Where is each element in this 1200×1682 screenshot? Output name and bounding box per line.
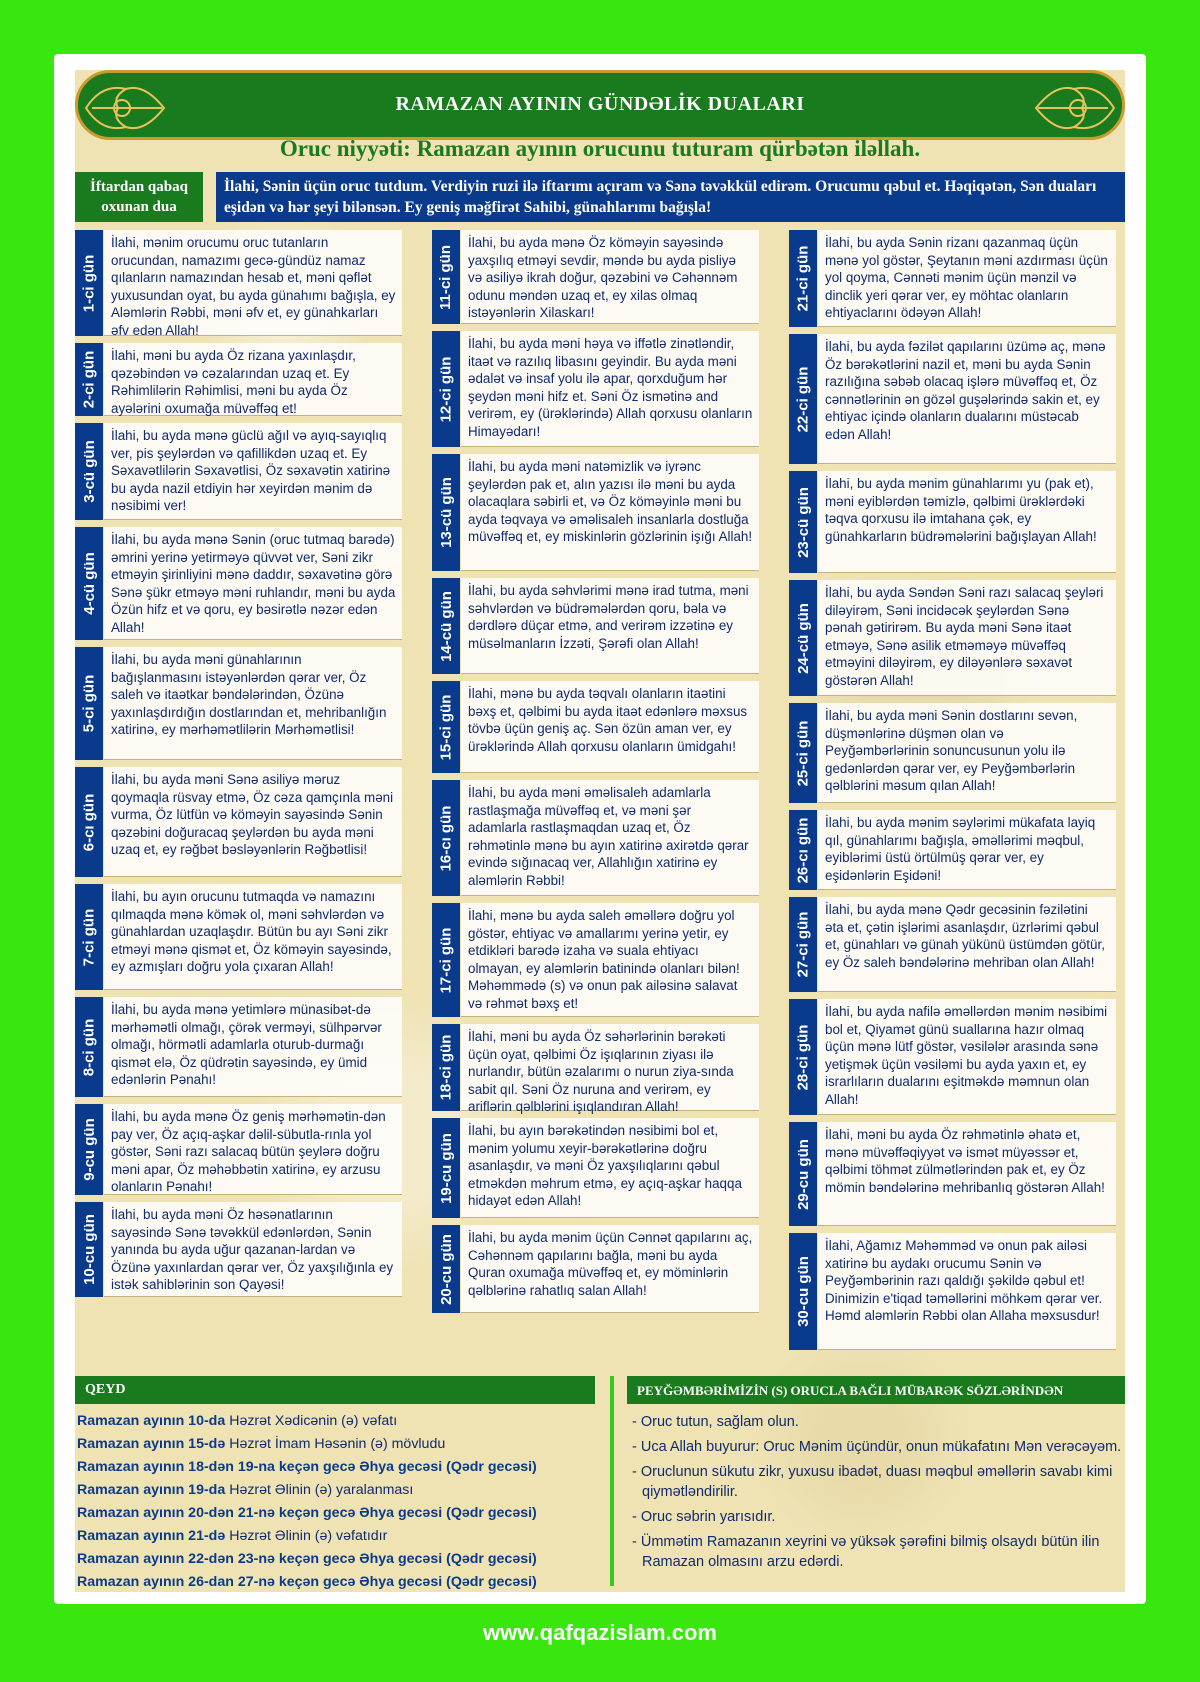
day-prayer-text: İlahi, məni bu ayda Öz səhərlərinin bərəkəti üçün oyat, qəlbimi Öz işıqlarının ziyası ilə nurlandır, bütün əzalarımı o nurun ziya-sında sabit qıl. Səni Öz nuruna and verirəm, ey ariflərin qəlblərini işıqlandıran Allah!	[461, 1024, 759, 1111]
day-label: 11-ci gün	[437, 244, 455, 310]
hadith-item: - Oruclunun sükutu zikr, yuxusu ibadət, duası məqbul əməllərin savabı kimi qiymətləndirilir.	[632, 1464, 1113, 1500]
day-card	[75, 230, 402, 336]
day-card	[789, 999, 1116, 1115]
day-label-tab	[432, 230, 460, 324]
qeyd-item	[77, 1479, 607, 1502]
day-label-tab	[789, 810, 817, 890]
day-card	[789, 471, 1116, 573]
day-prayer-text: İlahi, bu ayın bərəkətindən nəsibimi bol et, mənim yolumu xeyir-bərəkətlərinə doğru asanlaşdır, və məni Öz yaxşılıqlarını qəbul etməkdən məhrum etmə, ey açıq-aşkar haqqa hidayət edən Allah!	[461, 1118, 759, 1218]
day-card	[75, 423, 402, 520]
qeyd-item	[77, 1571, 607, 1592]
day-label: 1-ci gün	[80, 254, 98, 312]
day-card	[432, 903, 759, 1017]
day-label: 28-ci gün	[794, 1024, 812, 1090]
qeyd-item	[77, 1410, 607, 1433]
day-card	[75, 647, 402, 760]
sozler-list	[632, 1412, 1122, 1577]
day-prayer-text: İlahi, bu ayda mənim günahlarımı yu (pak et), məni eyiblərdən təmizlə, qəlbimi ürəklərdəki təqva qorxusu ilə imtahana çək, ey günahkarların büdrəmələrini bağışlayan Allah!	[818, 471, 1116, 573]
poster	[75, 70, 1125, 1592]
day-label: 14-cü gün	[437, 590, 455, 662]
day-label-tab	[432, 780, 460, 896]
day-label: 18-ci gün	[437, 1034, 455, 1101]
day-prayer-text: İlahi, bu ayda məni Sənə asiliyə məruz qoymaqla rüsvay etmə, Öz cəza qamçınla məni vurma, Öz lütfün və köməyin sayəsində Sənin qəzəbini doğuracaq şeylərdən bu ayda məni uzaq et, ey rəğbət bəsləyənlərin Rəğbətlisi!	[104, 767, 402, 877]
day-prayer-text: İlahi, bu ayda fəzilət qapılarını üzümə aç, mənə Öz bərəkətlərini nazil et, məni bu ayda Sənin razılığına səbəb olacaq işlərə müvəffəq et, Öz cənnətlərinin ən gözəl guşələrində sakin et, ey ehtiyac içində olanların dualarını müstəcab edən Allah!	[818, 334, 1116, 464]
day-label-tab	[789, 999, 817, 1115]
qeyd-item-date: Ramazan ayının 10-da	[77, 1413, 226, 1429]
day-label-tab	[75, 884, 103, 990]
day-card	[75, 1202, 402, 1297]
day-label: 21-ci gün	[794, 245, 812, 312]
day-label-tab	[75, 343, 103, 416]
qeyd-item	[77, 1502, 607, 1525]
qeyd-item-date: Ramazan ayının 19-da	[77, 1482, 226, 1498]
day-prayer-text: İlahi, bu ayda nafilə əməllərdən mənim nəsibimi bol et, Qiyamət günü suallarına hazır olmaq üçün mənə lütf göstər, vəsilələr arasında sənə yetişmək üçün vəsiləmi bu ayda yaxın et, ey israrlıların dualarını eşitməkdə məmnun olan Allah!	[818, 999, 1116, 1115]
niyyet-heading: Oruc niyyəti: Ramazan ayının orucunu tuturam qürbətən iləllah.	[279, 136, 921, 161]
day-label: 24-cü gün	[794, 602, 812, 674]
day-card	[432, 230, 759, 324]
day-label-tab	[789, 580, 817, 696]
day-prayer-text: İlahi, bu ayın orucunu tutmaqda və namazını qılmaqda mənə kömək ol, məni səhvlərdən və günahlardan uzaqlaşdır. Bütün bu ayı Səni zikr etməyi mənə qismət et, Öz köməyin sayəsində, ey azmışları doğru yola çıxaran Allah!	[104, 884, 402, 990]
day-card	[789, 230, 1116, 327]
day-prayer-text: İlahi, mənə bu ayda saleh əməllərə doğru yol göstər, ehtiyac və amallarımı yerinə yetir, ey etdikləri barədə izaha və suala ehtiyacı olmayan, ey aləmlərin batinində olanları bilən! Məhəmmədə (s) və onun pak ailəsinə salavat və rəhmət bəxş et!	[461, 903, 759, 1017]
day-card	[789, 1233, 1116, 1350]
day-label-tab	[432, 578, 460, 674]
ornament-right-icon	[1032, 79, 1118, 137]
day-label-tab	[789, 334, 817, 464]
day-label: 19-cu gün	[437, 1132, 455, 1204]
qeyd-list	[77, 1410, 607, 1592]
day-label: 20-cu gün	[437, 1233, 455, 1305]
day-card	[75, 527, 402, 640]
day-prayer-text: İlahi, məni bu ayda Öz rəhmətinlə əhatə et, mənə müvəffəqiyyət və ismət müyəssər et, qəlbimi töhmət zülmətlərindən pak et, ey Öz mömin bəndələrinə mehribanlıq göstərən Allah!	[818, 1122, 1116, 1226]
day-card	[789, 810, 1116, 890]
day-label: 4-cü gün	[80, 552, 98, 615]
day-label-tab	[789, 1122, 817, 1226]
day-label-tab	[75, 997, 103, 1097]
day-card	[432, 331, 759, 447]
day-label: 13-cü gün	[437, 477, 455, 548]
day-label: 26-cı gün	[794, 817, 812, 883]
qeyd-item	[77, 1433, 607, 1456]
day-label: 10-cu gün	[80, 1214, 98, 1285]
day-label: 17-ci gün	[437, 927, 455, 993]
qeyd-item-date: Ramazan ayının 20-dən 21-nə keçən gecə Əhya gecəsi (Qədr gecəsi)	[77, 1505, 537, 1521]
qeyd-item-date: Ramazan ayının 21-də	[77, 1528, 226, 1544]
hadith-item: - Ümmətim Ramazanın xeyrini və yüksək şərəfini bilmiş olsaydı bütün ilin Ramazan olmasını arzu edərdi.	[632, 1534, 1100, 1570]
day-prayer-text: İlahi, bu ayda mənə Qədr gecəsinin fəzilətini əta et, çətin işlərimi asanlaşdır, üzrlərimi qəbul et, günahları və günah yükünü üstümdən götür, ey Öz saleh bəndələrinə mehriban olan Allah!	[818, 897, 1116, 992]
day-prayer-text: İlahi, bu ayda məni günahlarının bağışlanmasını istəyənlərdən qərar ver, Öz saleh və itaətkar bəndələrindən, Özünə yaxınlaşdırdığın dostlarından et, mehribanlığın xatirinə, ey mərhəmətlilərin Mərhəmətlisi!	[104, 647, 402, 760]
day-prayer-text: İlahi, bu ayda mənə yetimlərə münasibət-də mərhəmətli olmağı, çörək verməyi, sülhpərvər olmağı, hörmətli adamlarla oturub-durmağı qismət elə, Öz qüdrətin sayəsində, ey ümid edənlərin Pənahı!	[104, 997, 402, 1097]
day-label: 30-cu gün	[794, 1256, 812, 1327]
day-prayer-text: İlahi, bu ayda məni əməlisaleh adamlarla rastlaşmağa müvəffəq et, və məni şər adamlarla rastlaşmaqdan uzaq et, Öz rəhmətinlə mənə bu ayın xatirinə axirətdə qərar evində sığınacaq ver, Allahlığın xatirinə ey aləmlərin Rəbbi!	[461, 780, 759, 896]
day-prayer-text: İlahi, bu ayda Sənin rizanı qazanmaq üçün mənə yol göstər, Şeytanın məni azdırması üçün yol qoyma, Cənnəti mənim üçün mənzil və dinclik yeri qərar ver, ey möhtac olanların ehtiyaclarını ödəyən Allah!	[818, 230, 1116, 327]
day-label-tab	[75, 527, 103, 640]
day-prayer-text: İlahi, bu ayda məni Öz həsənatlarının sayəsində Sənə təvəkkül edənlərdən, Sənin yanında bu ayda uğur qazanan-lardan və Özünə yaxınlardan qərar ver, Öz yaxşılığınla ey istək sahiblərinin son Qayəsi!	[104, 1202, 402, 1297]
day-label-tab	[432, 903, 460, 1017]
qeyd-item-event: Həzrət Əlinin (ə) yaralanması	[225, 1482, 414, 1498]
iftar-label: İftardan qabaq oxunan dua	[75, 172, 203, 222]
day-card	[789, 1122, 1116, 1226]
day-card	[432, 1118, 759, 1218]
day-prayer-text: İlahi, bu ayda mənə Sənin (oruc tutmaq barədə) əmrini yerinə yetirməyə qüvvət ver, Səni zikr etməyin şirinliyini mənə daddır, səxavətinə görə Sənə şükr etməyə məni ruhlandır, məni bu ayda Özün hifz et və qoru, ey bəsirətlə nəzər edən Allah!	[104, 527, 402, 640]
day-prayer-text: İlahi, bu ayda mənim üçün Cənnət qapılarını aç, Cəhənnəm qapılarını bağla, məni bu ayda Quran oxumağa müvəffəq et, ey möminlərin qəlblərinə rahatlıq salan Allah!	[461, 1225, 759, 1313]
qeyd-item	[77, 1525, 607, 1548]
day-label: 25-ci gün	[794, 720, 812, 786]
day-card	[432, 454, 759, 571]
day-label-tab	[432, 1118, 460, 1218]
day-card	[75, 1104, 402, 1195]
day-prayer-text: İlahi, bu ayda Səndən Səni razı salacaq şeyləri diləyirəm, Səni incidəcək şeylərdən Sənə pənah gətirirəm. Bu ayda məni Sənə itaət etməyə, Sənə asilik etməməyə müvəffəq etməyini diləyirəm, ey diləyənlərə səxavət göstərən Allah!	[818, 580, 1116, 696]
day-label-tab	[75, 230, 103, 336]
day-card	[432, 578, 759, 674]
day-card	[75, 884, 402, 990]
day-label-tab	[432, 454, 460, 571]
day-label-tab	[75, 647, 103, 760]
day-label-tab	[789, 897, 817, 992]
day-card	[75, 343, 402, 416]
day-label: 5-ci gün	[80, 674, 98, 733]
day-card	[432, 780, 759, 896]
hadith-item: - Uca Allah buyurur: Oruc Mənim üçündür, onun mükafatını Mən verəcəyəm.	[632, 1439, 1122, 1455]
day-label: 6-cı gün	[80, 793, 98, 851]
section-divider	[610, 1376, 614, 1586]
day-prayer-text: İlahi, mənə bu ayda təqvalı olanların itaətini bəxş et, qəlbimi bu ayda itaət edənlərə məxsus tövbə üçün geniş aç. Sən özün aman ver, ey ürəklərində Allah qorxusu olanların ümidgahı!	[461, 681, 759, 773]
day-label: 23-cü gün	[794, 486, 812, 558]
qeyd-item-date: Ramazan ayının 15-də	[77, 1436, 226, 1452]
day-label: 7-ci gün	[80, 908, 98, 966]
page-title: RAMAZAN AYININ GÜNDƏLİK DUALARI	[395, 93, 805, 115]
title-banner	[75, 70, 1125, 140]
day-label-tab	[789, 703, 817, 803]
day-label: 29-cu gün	[794, 1138, 812, 1210]
day-prayer-text: İlahi, bu ayda səhvlərimi mənə irad tutma, məni səhvlərdən və büdrəmələrdən qoru, bəla və dərdlərə düçar etmə, and verirəm izzətinə ey müsəlmanların İzzəti, Şərəfi olan Allah!	[461, 578, 759, 674]
day-prayer-text: İlahi, bu ayda mənə Öz köməyin sayəsində yaxşılıq etməyi sevdir, məndə bu ayda pisliyə və asiliyə ikrah doğur, qəzəbini və Cəhənnəm odunu məndən uzaq et, ey xilas olmaq istəyənlərin Xilaskarı!	[461, 230, 759, 324]
day-card	[789, 580, 1116, 696]
qeyd-item-event: Həzrət Əlinin (ə) vəfatıdır	[225, 1528, 388, 1544]
day-prayer-text: İlahi, mənim orucumu oruc tutanların orucundan, namazımı gecə-gündüz namaz qılanların namazından hesab et, məni qəflət yuxusundan oyat, bu ayda günahımı bağışla, ey Aləmlərin Rəbbi, məni əfv et, ey günahkarları əfv edən Allah!	[104, 230, 402, 336]
sozler-heading: PEYĞƏMBƏRİMİZİN (S) ORUCLA BAĞLI MÜBARƏK SÖZLƏRİNDƏN	[627, 1376, 1125, 1404]
day-card	[432, 681, 759, 773]
day-prayer-text: İlahi, Ağamız Məhəmməd və onun pak ailəsi xatirinə bu aydakı orucumu Sənin və Peyğəmbərinin razı qaldığı şəkildə qəbul et! Dinimizin e'tiqad təməllərini möhkəm qərar ver. Həmd aləmlərin Rəbbi olan Allaha məxsusdur!	[818, 1233, 1116, 1350]
day-card	[432, 1024, 759, 1114]
day-label-tab	[432, 1024, 460, 1111]
day-prayer-text: İlahi, bu ayda mənə Öz geniş mərhəmətin-dən pay ver, Öz açıq-aşkar dəlil-sübutla-rınla yol göstər, Səni razı salacaq bütün şeylərə doğru məni apar, Öz məhəbbətin xatirinə, ey arzusu olanların Pənahı!	[104, 1104, 402, 1195]
day-label: 22-ci gün	[794, 366, 812, 432]
day-label: 3-cü gün	[80, 440, 98, 503]
day-label-tab	[75, 1104, 103, 1195]
day-label-tab	[432, 1225, 460, 1313]
qeyd-item-date: Ramazan ayının 22-dən 23-nə keçən gecə Əhya gecəsi (Qədr gecəsi)	[77, 1551, 537, 1567]
iftar-dua: İlahi, Sənin üçün oruc tutdum. Verdiyin ruzi ilə iftarımı açıram və Sənə təvəkkül edirəm. Orucumu qəbul et. Həqiqətən, Sən duaları eşidən və hər şeyi bilənsən. Ey geniş məğfirət Sahibi, günahlarımı bağışla!	[216, 172, 1125, 222]
day-label: 15-ci gün	[437, 694, 455, 760]
qeyd-item-date: Ramazan ayının 26-dan 27-nə keçən gecə Əhya gecəsi (Qədr gecəsi)	[77, 1574, 537, 1590]
day-card	[75, 767, 402, 877]
day-label-tab	[75, 423, 103, 520]
day-card	[789, 703, 1116, 803]
qeyd-heading: QEYD	[75, 1376, 595, 1404]
day-prayer-text: İlahi, bu ayda mənim səylərimi mükafata layiq qıl, günahlarımı bağışla, əməllərimi məqbul, eyiblərimi üstü örtülmüş qərar ver, ey eşidənlərin Eşidəni!	[818, 810, 1116, 890]
day-label-tab	[75, 767, 103, 877]
day-label-tab	[789, 1233, 817, 1350]
qeyd-item	[77, 1456, 607, 1479]
day-card	[75, 997, 402, 1097]
hadith-item: - Oruc səbrin yarısıdır.	[632, 1509, 776, 1525]
day-label: 2-ci gün	[80, 350, 98, 409]
website-url[interactable]: www.qafqazislam.com	[483, 1620, 717, 1645]
day-label-tab	[432, 681, 460, 773]
hadith-item: - Oruc tutun, sağlam olun.	[632, 1414, 799, 1430]
day-label: 27-ci gün	[794, 911, 812, 978]
day-label: 12-ci gün	[437, 356, 455, 422]
qeyd-item-event: Həzrət İmam Həsənin (ə) mövludu	[225, 1436, 446, 1452]
day-prayer-text: İlahi, bu ayda məni Sənin dostlarını sevən, düşmənlərinə düşmən olan və Peyğəmbərlərinin sonuncusunun yolu ilə gedənlərdən qərar ver, ey Peyğəmbərlərin qəlblərini məsum qılan Allah!	[818, 703, 1116, 803]
day-label: 9-cu gün	[80, 1118, 98, 1181]
day-prayer-text: İlahi, bu ayda mənə güclü ağıl və ayıq-sayıqlıq ver, pis şeylərdən və qafillikdən uzaq et. Ey Səxavətlilərin Səxavətlisi, Öz səxavətin xatirinə bu ayda nazil etdiyin hər xeyirdən mənim də nəsibimi ver!	[104, 423, 402, 520]
qeyd-item-event: Həzrət Xədicənin (ə) vəfatı	[225, 1413, 398, 1429]
ornament-left-icon	[82, 79, 168, 137]
day-label-tab	[432, 331, 460, 447]
qeyd-item-date: Ramazan ayının 18-dən 19-na keçən gecə Əhya gecəsi (Qədr gecəsi)	[77, 1459, 537, 1475]
day-card	[432, 1225, 759, 1313]
day-prayer-text: İlahi, bu ayda məni həya və iffətlə zinətləndir, itaət və razılıq libasını geyindir. Bu ayda məni ədalət və insaf yolu ilə apar, qorxduğum hər şeydən məni hifz et. Səni Öz ismətinə and verirəm, ey (ürəklərində) Allah qorxusu olanların Himayədarı!	[461, 331, 759, 447]
day-label-tab	[789, 230, 817, 327]
day-label: 16-cı gün	[437, 805, 455, 871]
day-card	[789, 897, 1116, 992]
day-label: 8-ci gün	[80, 1018, 98, 1076]
day-label-tab	[789, 471, 817, 573]
qeyd-item	[77, 1548, 607, 1571]
day-card	[789, 334, 1116, 464]
day-prayer-text: İlahi, bu ayda məni natəmizlik və iyrənc şeylərdən pak et, alın yazısı ilə məni bu ayda olacaqlara səbirli et, və Öz köməyinlə məni bu ayda təqvaya və əməlisaleh insanlarla dostluğa müvəffəq et, ey miskinlərin gözlərinin işığı Allah!	[461, 454, 759, 571]
day-prayer-text: İlahi, məni bu ayda Öz rizana yaxınlaşdır, qəzəbindən və cəzalarından uzaq et. Ey Rəhimlilərin Rəhimlisi, məni bu ayda Öz ayələrini oxumağa müvəffəq et!	[104, 343, 402, 416]
day-label-tab	[75, 1202, 103, 1297]
